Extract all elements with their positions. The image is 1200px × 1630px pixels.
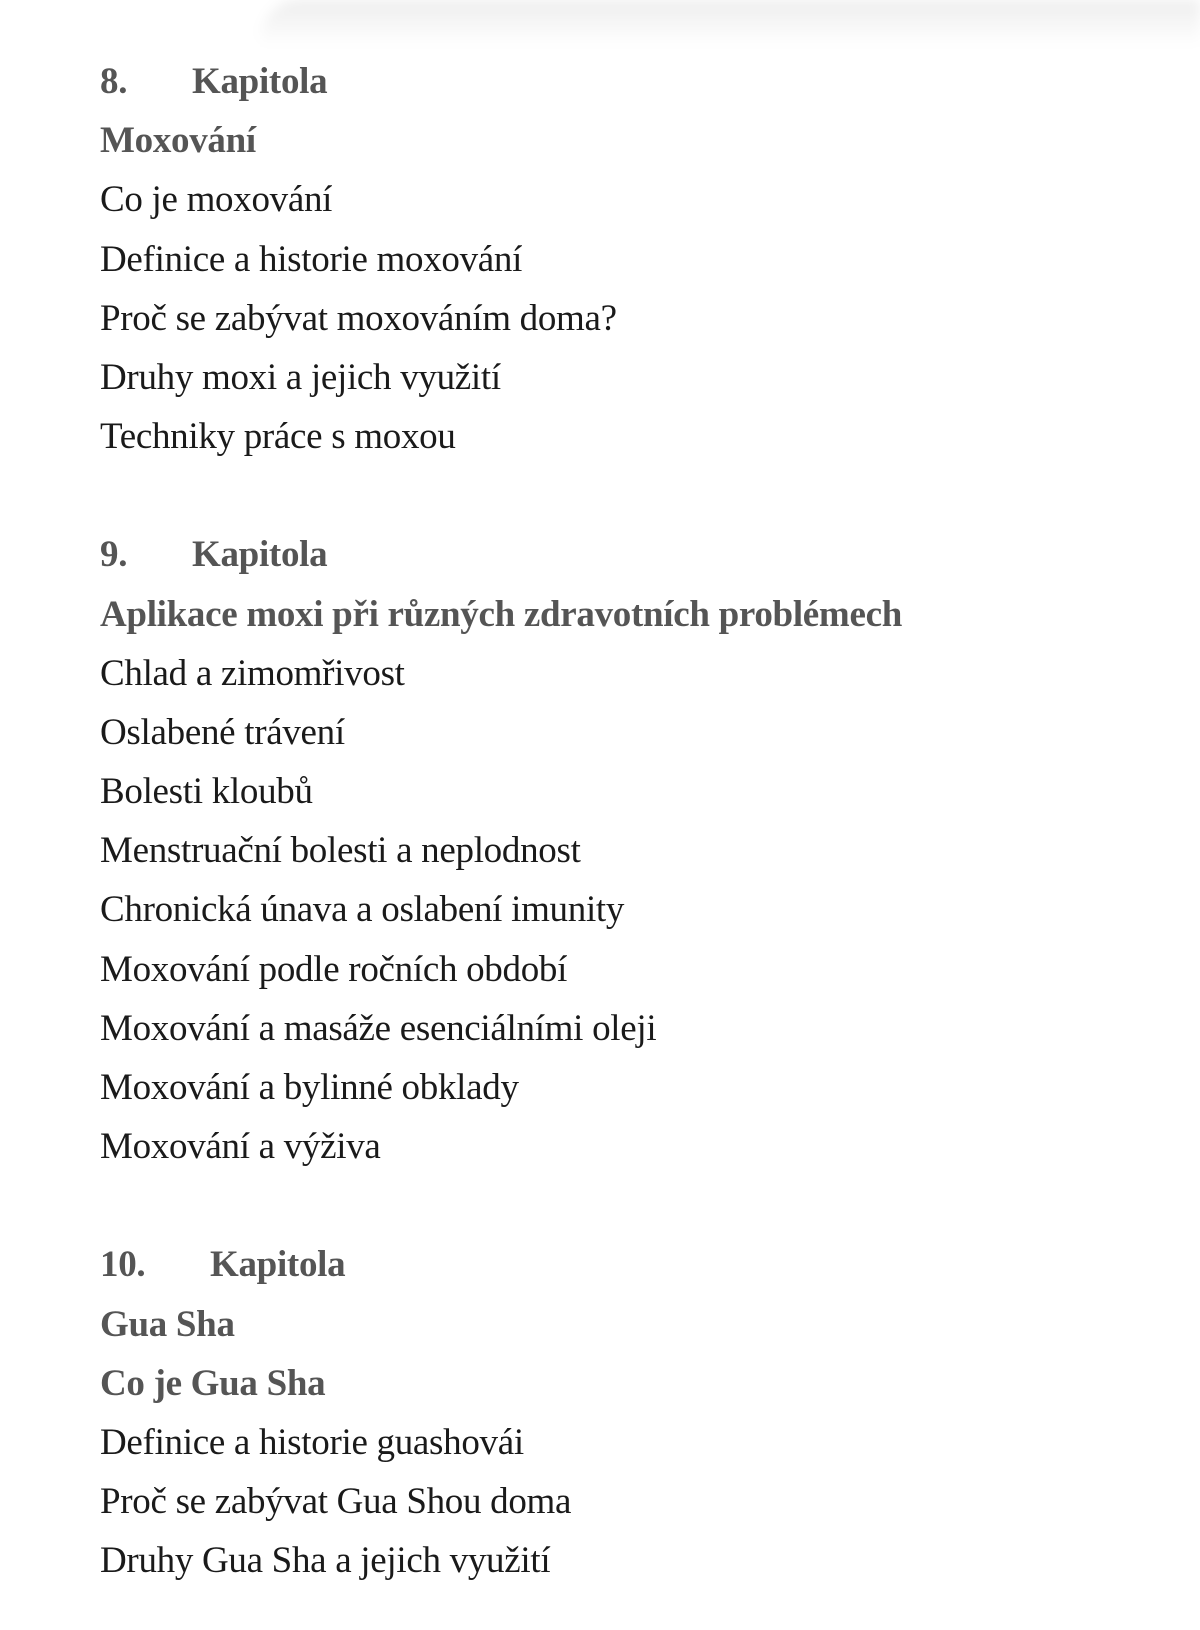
chapter-heading bbox=[100, 1235, 1160, 1294]
chapter-heading bbox=[100, 52, 1160, 111]
list-item: Moxování a masáže esenciálními oleji bbox=[100, 1007, 657, 1049]
list-item: Druhy moxi a jejich využití bbox=[100, 356, 501, 398]
chapter-label: Kapitola bbox=[192, 534, 328, 576]
list-item: Bolesti kloubů bbox=[100, 771, 313, 813]
chapter-number: 9. bbox=[100, 534, 128, 576]
chapter-label: Kapitola bbox=[210, 1244, 346, 1286]
list-item: Definice a historie moxování bbox=[100, 238, 523, 280]
chapter-number: 8. bbox=[100, 61, 128, 102]
document-page bbox=[100, 52, 1160, 1591]
list-item: Moxování a výživa bbox=[100, 1126, 381, 1168]
section-title: Co je Gua Sha bbox=[100, 1362, 326, 1404]
chapter-label: Kapitola bbox=[192, 61, 328, 102]
chapter-10 bbox=[100, 1235, 1160, 1590]
list-item: Druhy Gua Sha a jejich využití bbox=[100, 1540, 551, 1582]
chapter-title: Moxování bbox=[100, 120, 256, 162]
chapter-title: Gua Sha bbox=[100, 1303, 235, 1345]
list-item: Oslabené trávení bbox=[100, 711, 345, 753]
chapter-8 bbox=[100, 52, 1160, 466]
list-item: Proč se zabývat Gua Shou doma bbox=[100, 1481, 572, 1523]
list-item: Techniky práce s moxou bbox=[100, 416, 456, 458]
list-item: Definice a historie guashovái bbox=[100, 1421, 524, 1463]
list-item: Chlad a zimomřivost bbox=[100, 652, 405, 694]
chapter-number: 10. bbox=[100, 1244, 146, 1286]
list-item: Moxování a bylinné obklady bbox=[100, 1067, 519, 1108]
list-item: Proč se zabývat moxováním doma? bbox=[100, 297, 617, 339]
page-edge-shadow bbox=[260, 0, 1200, 46]
list-item: Moxování podle ročních období bbox=[100, 948, 568, 990]
chapter-title: Aplikace moxi při různých zdravotních problémech bbox=[100, 593, 902, 635]
chapter-heading bbox=[100, 525, 1160, 584]
list-item: Co je moxování bbox=[100, 179, 333, 221]
chapter-9 bbox=[100, 525, 1160, 1176]
list-item: Chronická únava a oslabení imunity bbox=[100, 889, 625, 931]
list-item: Menstruační bolesti a neplodnost bbox=[100, 830, 581, 872]
